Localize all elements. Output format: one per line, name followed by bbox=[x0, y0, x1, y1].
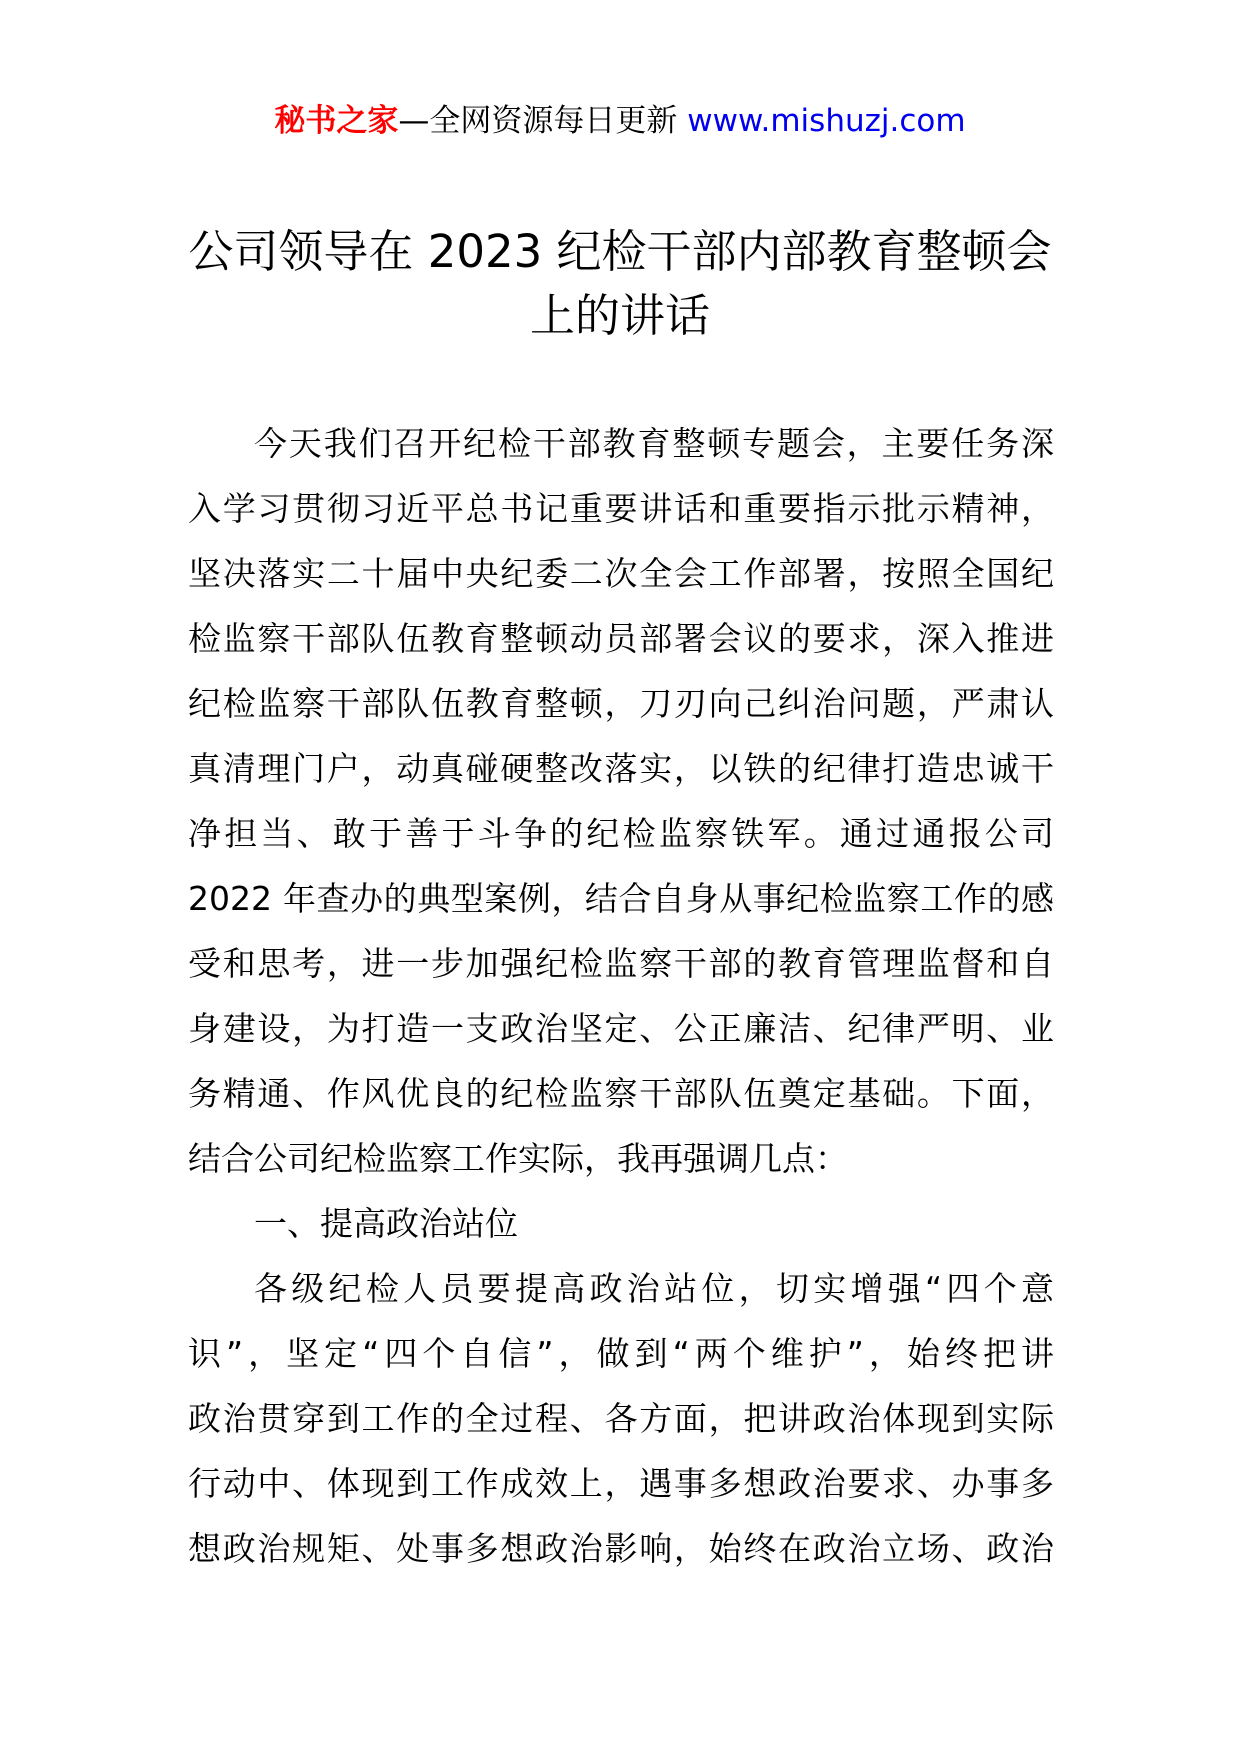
paragraph-line: 纪检监察干部队伍教育整顿，刀刃向己纠治问题，严肃认 bbox=[188, 684, 1054, 723]
site-header bbox=[0, 101, 1240, 141]
title-line: 上的讲话 bbox=[529, 289, 710, 342]
brand-name: 秘书之家 bbox=[274, 103, 399, 139]
paragraph-line: 受和思考，进一步加强纪检监察干部的教育管理监督和自 bbox=[188, 944, 1054, 983]
section-heading: 一、提高政治站位 bbox=[254, 1204, 518, 1243]
paragraph-line: 净担当、敢于善于斗争的纪检监察铁军。通过通报公司 bbox=[188, 814, 1054, 853]
paragraph-line: 识”，坚定“四个自信”，做到“两个维护”，始终把讲 bbox=[188, 1334, 1054, 1373]
document-body bbox=[188, 421, 1054, 1591]
paragraph-line: 身建设，为打造一支政治坚定、公正廉洁、纪律严明、业 bbox=[188, 1009, 1054, 1048]
document-title bbox=[150, 220, 1090, 348]
paragraph-line: 结合公司纪检监察工作实际，我再强调几点： bbox=[188, 1139, 848, 1178]
paragraph-line: 行动中、体现到工作成效上，遇事多想政治要求、办事多 bbox=[188, 1464, 1054, 1503]
paragraph-line: 想政治规矩、处事多想政治影响，始终在政治立场、政治 bbox=[188, 1529, 1054, 1568]
title-line: 公司领导在 2023 纪检干部内部教育整顿会 bbox=[188, 225, 1052, 278]
paragraph-line: 务精通、作风优良的纪检监察干部队伍奠定基础。下面， bbox=[188, 1074, 1054, 1113]
paragraph-line: 各级纪检人员要提高政治站位，切实增强“四个意 bbox=[254, 1269, 1054, 1308]
header-slogan: —全网资源每日更新 bbox=[398, 103, 678, 139]
paragraph-line: 坚决落实二十届中央纪委二次全会工作部署，按照全国纪 bbox=[188, 554, 1054, 593]
paragraph-line: 政治贯穿到工作的全过程、各方面，把讲政治体现到实际 bbox=[188, 1399, 1054, 1438]
paragraph-line: 检监察干部队伍教育整顿动员部署会议的要求，深入推进 bbox=[188, 619, 1054, 658]
site-url-link[interactable]: www.mishuzj.com bbox=[687, 103, 966, 139]
paragraph-line: 真清理门户，动真碰硬整改落实，以铁的纪律打造忠诚干 bbox=[188, 749, 1054, 788]
paragraph-line: 今天我们召开纪检干部教育整顿专题会，主要任务深 bbox=[254, 424, 1054, 463]
paragraph-line: 入学习贯彻习近平总书记重要讲话和重要指示批示精神， bbox=[188, 489, 1054, 528]
paragraph-line: 2022 年查办的典型案例，结合自身从事纪检监察工作的感 bbox=[188, 879, 1054, 918]
